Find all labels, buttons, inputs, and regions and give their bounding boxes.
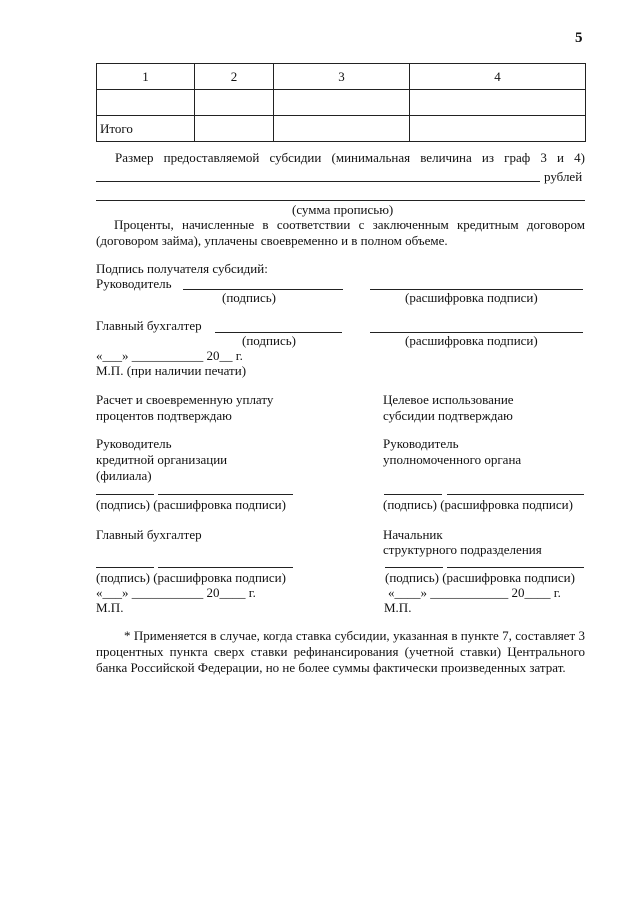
- authority-confirm-text: Целевое использование: [383, 392, 514, 407]
- head-label: Руководитель: [96, 276, 172, 291]
- amount-line: [96, 181, 540, 182]
- table-header-cell: 3: [274, 64, 410, 90]
- bank-head-label: Руководитель: [96, 436, 172, 451]
- stamp-label: М.П.: [384, 600, 412, 615]
- subsidy-size-text: Размер предоставляемой субсидии (минимальная величина из граф 3 и 4): [115, 150, 585, 165]
- authority-head-label: уполномоченного органа: [383, 452, 522, 467]
- accountant-label: Главный бухгалтер: [96, 318, 202, 333]
- bank-accountant-label: Главный бухгалтер: [96, 527, 202, 542]
- stamp-label: М.П. (при наличии печати): [96, 363, 247, 378]
- stamp-label: М.П.: [96, 600, 124, 615]
- table-header-cell: 2: [195, 64, 274, 90]
- bank-head-label: (филиала): [96, 468, 152, 483]
- decode-line: [447, 567, 584, 568]
- date-line: «____» ____________ 20____ г.: [388, 585, 561, 600]
- signature-caption: (подпись) (расшифровка подписи): [385, 570, 575, 585]
- amount-words-caption: (сумма прописью): [292, 202, 394, 217]
- table-cell: [195, 90, 274, 116]
- decode-line: [158, 494, 293, 495]
- authority-confirm-text: субсидии подтверждаю: [383, 408, 513, 423]
- table-cell: [274, 116, 410, 142]
- table-cell: [410, 116, 586, 142]
- table-cell: [410, 90, 586, 116]
- table-header-row: [97, 64, 586, 90]
- table-row: [97, 90, 586, 116]
- signature-line: [96, 567, 154, 568]
- table-row-total: [97, 116, 586, 142]
- table-cell: [97, 90, 195, 116]
- subsidy-table: [96, 63, 586, 142]
- amount-words-line: [96, 200, 585, 201]
- signature-line: [385, 567, 443, 568]
- signature-line: [96, 494, 154, 495]
- chief-label: Начальник: [383, 527, 443, 542]
- decode-line: [158, 567, 293, 568]
- decode-caption: (расшифровка подписи): [405, 290, 538, 305]
- signature-caption: (подпись): [242, 333, 296, 348]
- page-number: 5: [575, 30, 583, 46]
- authority-head-label: Руководитель: [383, 436, 459, 451]
- table-cell: [274, 90, 410, 116]
- currency-label: рублей: [544, 169, 583, 184]
- table-header-cell: 1: [97, 64, 195, 90]
- table-cell: [195, 116, 274, 142]
- date-line: «___» ___________ 20____ г.: [96, 585, 256, 600]
- signature-caption: (подпись) (расшифровка подписи): [383, 497, 573, 512]
- decode-caption: (расшифровка подписи): [405, 333, 538, 348]
- footnote: * Применяется в случае, когда ставка субсидии, указанная в пункте 7, составляет 3 процентных пункта сверх ставки рефинансирования (учетной ставки) Центрального банка Российской Федерации, но не более суммы фактически произведенных затрат.: [96, 628, 585, 675]
- date-line: «___» ___________ 20__ г.: [96, 348, 243, 363]
- table-cell: Итого: [97, 116, 195, 142]
- decode-line: [447, 494, 584, 495]
- chief-label: структурного подразделения: [383, 542, 542, 557]
- signature-caption: (подпись): [222, 290, 276, 305]
- recipient-title: Подпись получателя субсидий:: [96, 261, 268, 276]
- bank-confirm-text: процентов подтверждаю: [96, 408, 232, 423]
- signature-caption: (подпись) (расшифровка подписи): [96, 570, 286, 585]
- table-header-cell: 4: [410, 64, 586, 90]
- bank-confirm-text: Расчет и своевременную уплату: [96, 392, 274, 407]
- signature-caption: (подпись) (расшифровка подписи): [96, 497, 286, 512]
- bank-head-label: кредитной организации: [96, 452, 228, 467]
- interest-paragraph: Проценты, начисленные в соответствии с заключенным кредитным договором (договором займа), уплачены своевременно и в полном объеме.: [96, 217, 585, 248]
- signature-line: [384, 494, 442, 495]
